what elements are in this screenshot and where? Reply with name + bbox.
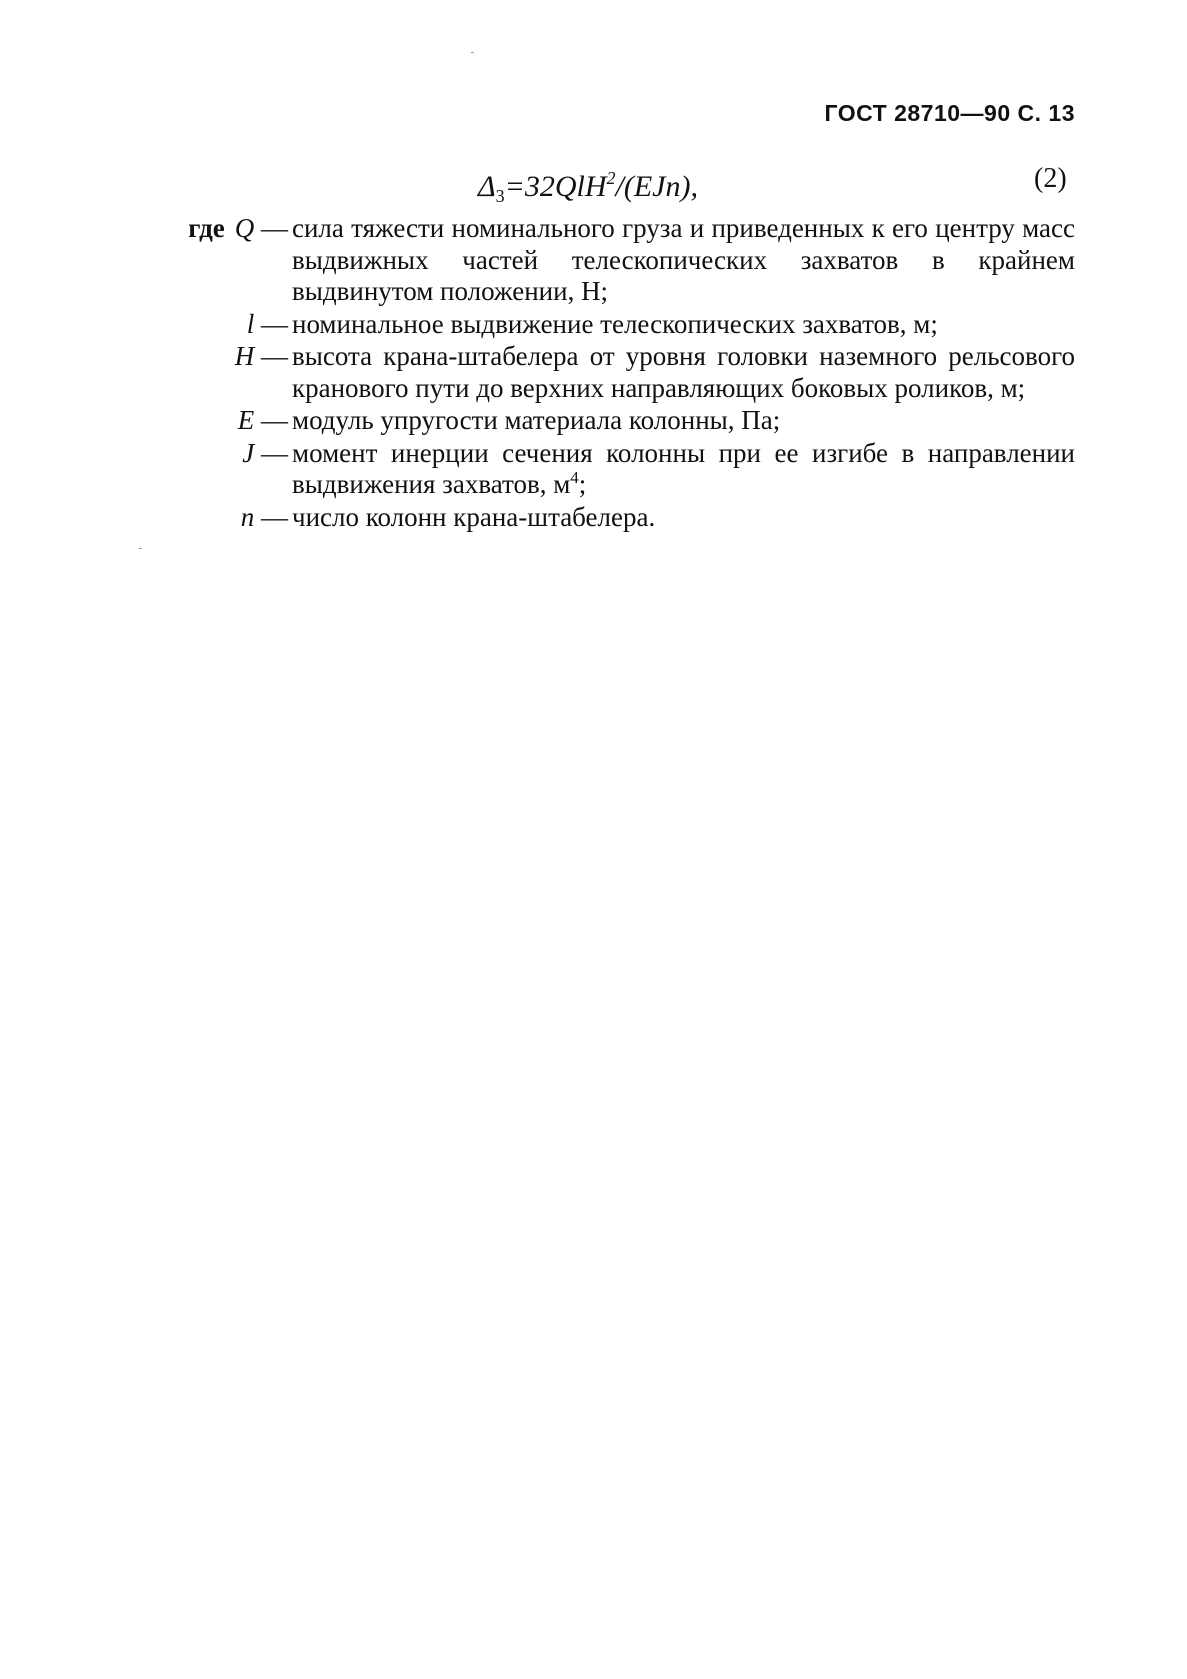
formula-lhs: Δ [478, 170, 496, 203]
definition-text: номинальное выдвижение телескопических захватов, м; [292, 308, 938, 339]
definition-text: сила тяжести номинального груза и приведенных к его центру масс выдвижных частей телескопических захватов в крайнем выдвинутом положении, Н; [292, 213, 1075, 306]
page-header: ГОСТ 28710—90 С. 13 [824, 100, 1075, 126]
definition-row [150, 309, 1075, 341]
definition-symbol: H [234, 341, 255, 371]
definition-row [150, 213, 1075, 308]
formula [478, 168, 698, 207]
definition-text: число колонн крана-штабелера. [292, 501, 656, 532]
equation-number: (2) [1034, 163, 1067, 194]
definition-text: модуль упругости материала колонны, Па; [292, 405, 781, 435]
definition-row [150, 341, 1075, 404]
formula-rhs: =32QlH [504, 170, 607, 203]
definition-dash: — [261, 405, 288, 435]
formula-rhs-tail: /(EJn), [615, 170, 698, 203]
definition-symbol: E [237, 405, 255, 435]
definition-row [150, 438, 1075, 501]
definition-dash: — [261, 501, 288, 532]
definition-tail: ; [578, 469, 587, 499]
definition-dash: — [261, 341, 288, 371]
unit-superscript: 4 [570, 468, 579, 487]
formula-lhs-subscript: 3 [495, 186, 505, 206]
definition-dash: — [261, 213, 288, 243]
definition-text: момент инерции сечения колонны при ее изгибе в направлении выдвижения захватов, м [292, 437, 1075, 499]
definition-row [150, 502, 1075, 534]
formula-rhs-superscript: 2 [606, 168, 616, 188]
definition-dash: — [261, 308, 288, 339]
definition-symbol: J [242, 437, 255, 468]
definition-text: высота крана-штабелера от уровня головки наземного рельсового кранового пути до верхних направляющих боковых роликов, м; [292, 341, 1075, 403]
definition-symbol: Q [234, 213, 255, 243]
definitions-list [150, 213, 1075, 534]
where-word: где [188, 213, 225, 243]
scan-speck [471, 52, 474, 53]
definition-dash: — [261, 437, 288, 468]
definition-symbol: l [246, 308, 255, 339]
definition-symbol: n [240, 501, 255, 532]
scan-speck [139, 548, 142, 549]
definition-row [150, 405, 1075, 437]
